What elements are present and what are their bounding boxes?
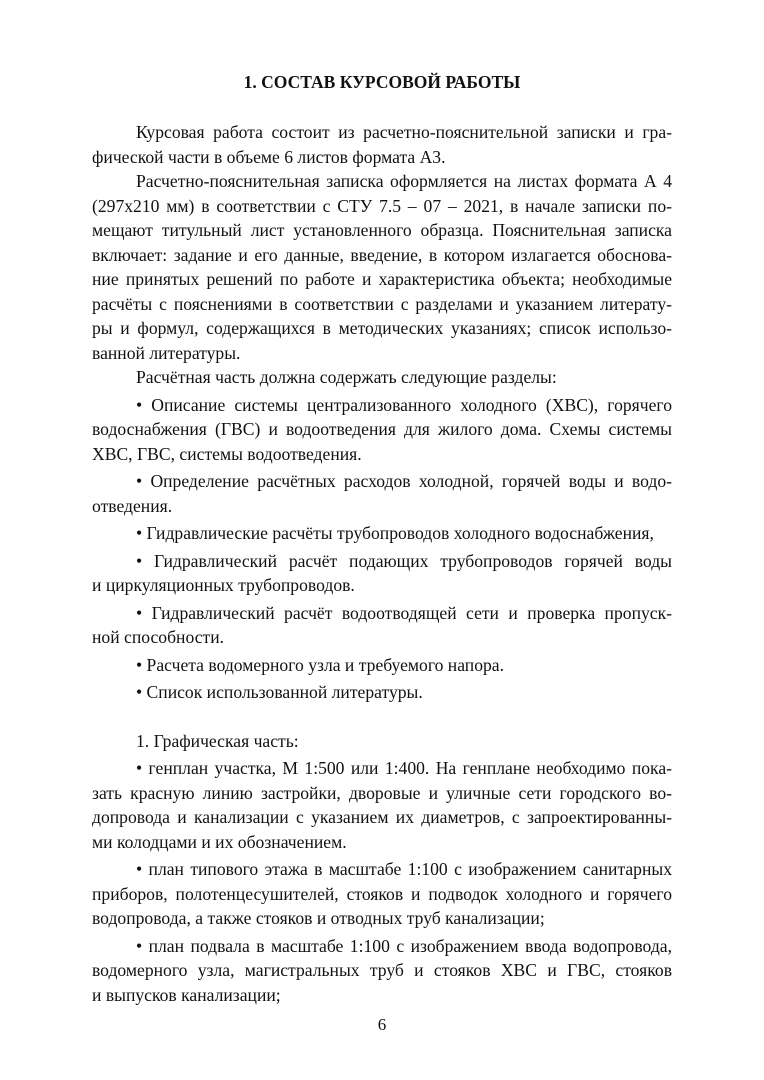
text-line: допровода и канализации с указанием их диаметров, с запроектированны- — [92, 807, 672, 827]
bullet-paragraph — [92, 857, 672, 931]
page-number: 6 — [377, 1015, 387, 1034]
text-line: включает: задание и его данные, введение, в котором излагается обоснова- — [92, 244, 672, 265]
bullet-paragraph — [92, 934, 672, 1008]
text-line: ной способности. — [92, 627, 225, 647]
text-line: • Список использованной литературы. — [136, 682, 423, 702]
text-line: и циркуляционных трубопроводов. — [92, 575, 355, 595]
text-line: 1. Графическая часть: — [136, 730, 299, 751]
text-line: • план подвала в масштабе 1:100 с изображением ввода водопровода, — [136, 935, 672, 956]
text-line: и выпусков канализации; — [92, 984, 281, 1005]
bullet-paragraph — [92, 393, 672, 467]
bullet-paragraph — [92, 549, 672, 598]
text-line: • Гидравлический расчёт подающих трубопроводов горячей воды — [136, 550, 672, 571]
paragraph — [92, 169, 672, 365]
text-line: (297x210 мм) в соответствии с СТУ 7.5 – 07 – 2021, в начале записки по- — [92, 195, 672, 216]
text-line: ванной литературы. — [92, 342, 241, 363]
text-line: водопровода, а также стояков и отводных труб канализации; — [92, 908, 545, 928]
bullet-paragraph — [92, 680, 672, 705]
text-line: • Расчета водомерного узла и требуемого напора. — [136, 654, 505, 675]
text-line: фической части в объеме 6 листов формата А3. — [92, 146, 446, 167]
text-line: Расчётная часть должна содержать следующие разделы: — [136, 367, 557, 387]
bullet-paragraph — [92, 756, 672, 854]
bullet-paragraph — [92, 521, 672, 546]
text-line: ры и формул, содержащихся в методических указаниях; список использо- — [92, 318, 672, 338]
text-line: ние принятых решений по работе и характеристика объекта; необходимые — [92, 269, 672, 289]
text-line: • Описание системы централизованного холодного (ХВС), горячего — [136, 394, 672, 415]
paragraph — [92, 729, 672, 754]
text-line: мещают титульный лист установленного образца. Пояснительная записка — [92, 220, 672, 240]
text-line: приборов, полотенцесушителей, стояков и подводок холодного и горячего — [92, 883, 672, 904]
text-line: зать красную линию застройки, дворовые и уличные сети городского во- — [92, 782, 672, 803]
bullet-paragraph — [92, 653, 672, 678]
document-body — [92, 120, 672, 1007]
text-line: водомерного узла, магистральных труб и стояков ХВС и ГВС, стояков — [92, 960, 672, 980]
bullet-paragraph — [92, 469, 672, 518]
text-line: • Гидравлический расчёт водоотводящей сети и проверка пропуск- — [136, 602, 672, 623]
text-line: • генплан участка, М 1:500 или 1:400. На генплане необходимо пока- — [136, 758, 672, 778]
text-line: ми колодцами и их обозначением. — [92, 831, 347, 852]
text-line: расчёты с пояснениями в соответствии с разделами и указанием литерату- — [92, 293, 672, 314]
paragraph — [92, 365, 672, 390]
text-line: • Определение расчётных расходов холодной, горячей воды и водо- — [136, 471, 672, 491]
text-line: Курсовая работа состоит из расчетно-пояснительной записки и гра- — [136, 122, 672, 142]
paragraph — [92, 120, 672, 169]
text-line: • план типового этажа в масштабе 1:100 с изображением санитарных — [136, 859, 672, 879]
text-line: отведения. — [92, 495, 173, 516]
section-title: 1. СОСТАВ КУРСОВОЙ РАБОТЫ — [243, 72, 521, 92]
text-line: водоснабжения (ГВС) и водоотведения для жилого дома. Схемы системы — [92, 419, 672, 439]
text-line: • Гидравлические расчёты трубопроводов холодного водоснабжения, — [136, 523, 654, 543]
text-line: ХВС, ГВС, системы водоотведения. — [92, 443, 362, 464]
text-line: Расчетно-пояснительная записка оформляется на листах формата А 4 — [136, 171, 672, 191]
bullet-paragraph — [92, 601, 672, 650]
